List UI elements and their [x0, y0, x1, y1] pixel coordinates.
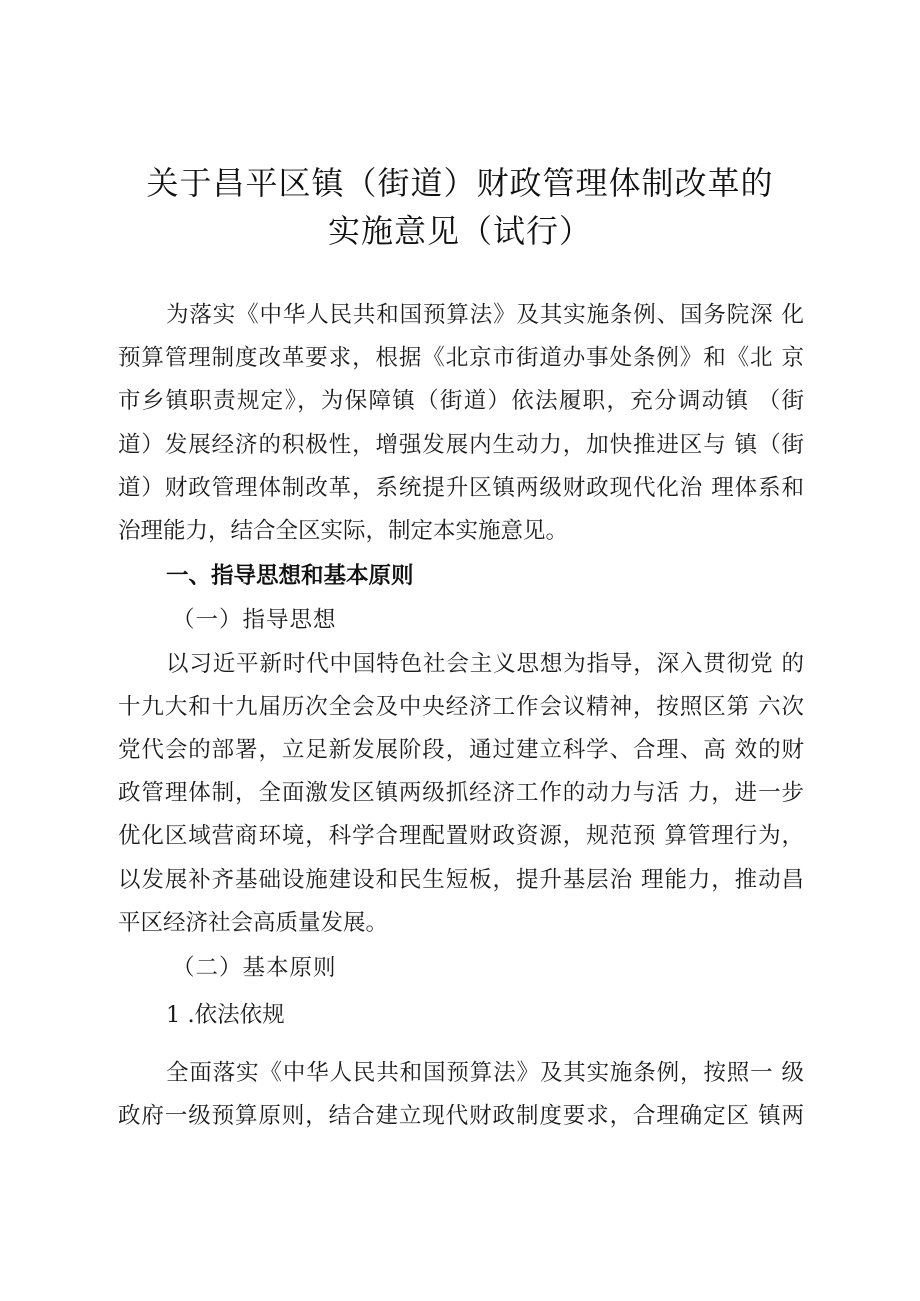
document-title-line-1: 关于昌平区镇（街道）财政管理体制改革的 — [146, 164, 774, 202]
intro-line-1: 为落实《中华人民共和国预算法》及其实施条例、国务院深 化 — [166, 302, 804, 328]
intro-line-3: 市乡镇职责规定》，为保障镇（街道）依法履职，充分调动镇 （街 — [118, 388, 804, 414]
subsection-1-heading: （一）指导思想 — [172, 607, 337, 633]
guiding-line-2: 十九大和十九届历次全会及中央经济工作会议精神，按照区第 六次 — [118, 694, 804, 720]
section-1-heading: 一、指导思想和基本原则 — [166, 563, 414, 589]
intro-line-6: 治理能力，结合全区实际，制定本实施意见。 — [118, 518, 569, 544]
principle-1-line-1: 全面落实《中华人民共和国预算法》及其实施条例，按照一 级 — [166, 1060, 804, 1086]
guiding-line-1: 以习近平新时代中国特色社会主义思想为指导，深入贯彻党 的 — [166, 651, 804, 677]
guiding-line-5: 优化区域营商环境，科学合理配置财政资源，规范预 算管理行为， — [118, 823, 804, 849]
subsection-2-heading: （二）基本原则 — [172, 955, 337, 981]
guiding-line-7: 平区经济社会高质量发展。 — [118, 910, 389, 936]
guiding-line-4: 政管理体制，全面激发区镇两级抓经济工作的动力与活 力，进一步 — [118, 780, 804, 806]
intro-line-2: 预算管理制度改革要求，根据《北京市街道办事处条例》和《北 京 — [118, 345, 804, 371]
guiding-line-3: 党代会的部署，立足新发展阶段，通过建立科学、合理、高 效的财 — [118, 737, 804, 763]
intro-line-4: 道）发展经济的积极性，增强发展内生动力，加快推进区与 镇（街 — [118, 432, 804, 458]
document-title-line-2: 实施意见（试行） — [327, 212, 592, 250]
guiding-line-6: 以发展补齐基础设施建设和民生短板，提升基层治 理能力，推动昌 — [118, 867, 804, 893]
intro-line-5: 道）财政管理体制改革，系统提升区镇两级财政现代化治 理体系和 — [118, 475, 804, 501]
principle-1-heading: 1 .依法依规 — [166, 1002, 285, 1028]
principle-1-line-2: 政府一级预算原则，结合建立现代财政制度要求，合理确定区 镇两 — [118, 1103, 804, 1129]
